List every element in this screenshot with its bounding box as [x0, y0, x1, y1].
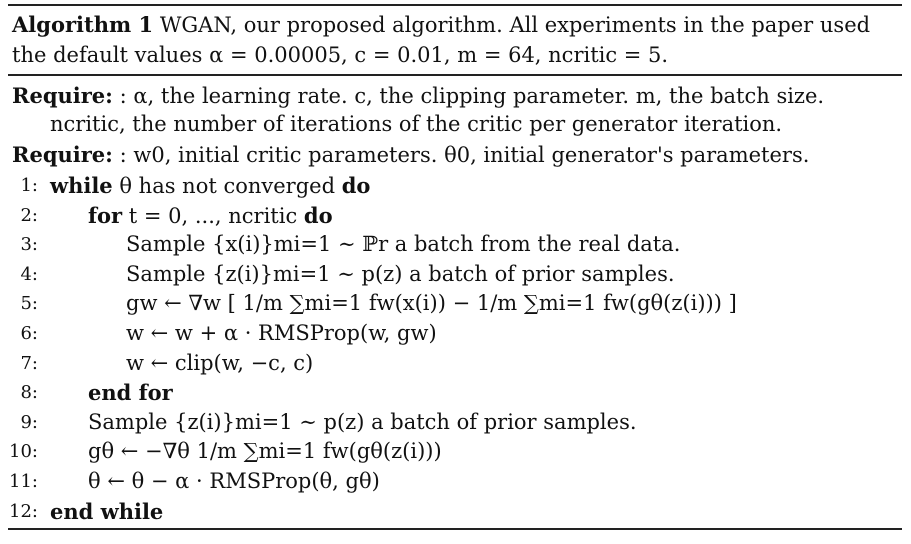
line-code [50, 497, 163, 527]
line-keyword: for [88, 202, 123, 228]
line-number: 1: [20, 175, 38, 196]
line-code [88, 378, 173, 408]
algorithm-line [0, 437, 900, 466]
line-number: 6: [20, 323, 38, 344]
line-number: 3: [20, 234, 38, 256]
line-text: Sample {z(i)}mi=1 ∼ p(z) a batch of prior samples. [126, 261, 675, 286]
line-code [88, 408, 637, 437]
line-keyword: do [303, 202, 333, 228]
algorithm-line [0, 260, 900, 289]
require-line-2 [12, 141, 809, 169]
caption-text-1: WGAN, our proposed algorithm. All experiments in the paper used [159, 13, 871, 37]
require-keyword: Require: [12, 83, 113, 108]
algorithm-line [0, 171, 900, 200]
line-keyword: end for [88, 380, 173, 406]
line-code [126, 230, 680, 259]
algorithm-line [0, 467, 900, 496]
line-code [88, 467, 380, 496]
require-line-1-continuation: ncritic, the number of iterations of the critic per generator iteration. [50, 112, 783, 136]
line-code [126, 289, 737, 318]
line-text: w ← w + α · RMSProp(w, gw) [126, 321, 437, 345]
algorithm-line [0, 289, 900, 318]
line-keyword: while [50, 173, 113, 198]
line-text: θ ← θ − α · RMSProp(θ, gθ) [88, 469, 380, 493]
caption-label: Algorithm 1 [12, 12, 154, 37]
require-text: : α, the learning rate. c, the clipping parameter. m, the batch size. [119, 84, 825, 108]
require-text: : w0, initial critic parameters. θ0, initial generator's parameters. [119, 143, 810, 167]
algorithm-line [0, 201, 900, 230]
line-number: 10: [9, 441, 38, 463]
line-number: 11: [9, 471, 38, 492]
line-keyword: end while [50, 498, 164, 524]
top-rule [8, 4, 902, 6]
caption-rule [8, 74, 902, 76]
line-number: 9: [20, 411, 38, 433]
line-text: Sample {z(i)}mi=1 ∼ p(z) a batch of prior samples. [88, 409, 637, 434]
algorithm-line [0, 378, 900, 407]
require-line-1 [12, 82, 824, 110]
algorithm-line [0, 497, 900, 526]
line-code [126, 319, 437, 348]
require-keyword: Require: [12, 142, 113, 167]
algorithm-line [0, 319, 900, 348]
line-number: 8: [20, 382, 38, 404]
line-text: w ← clip(w, −c, c) [126, 350, 314, 375]
algorithm-line [0, 230, 900, 259]
line-number: 7: [20, 352, 38, 374]
line-number: 2: [20, 204, 38, 226]
line-code [126, 260, 675, 289]
algorithm-caption [12, 10, 900, 70]
line-code [126, 349, 313, 378]
line-code [88, 201, 333, 231]
line-code [88, 437, 442, 466]
line-number: 12: [9, 500, 38, 522]
line-number: 5: [20, 293, 38, 315]
algorithm-line [0, 408, 900, 437]
line-text: Sample {x(i)}mi=1 ∼ ℙr a batch from the real data. [126, 232, 681, 257]
line-text: gw ← ∇w [ 1/m ∑mi=1 fw(x(i)) − 1/m ∑mi=1 fw(gθ(z(i))) ] [126, 291, 737, 316]
line-keyword: do [341, 173, 371, 198]
line-text: θ has not converged [112, 174, 342, 198]
caption-text-2: the default values α = 0.00005, c = 0.01, m = 64, ncritic = 5. [12, 43, 669, 67]
line-code [50, 171, 370, 201]
bottom-rule [8, 528, 902, 530]
line-text: t = 0, ..., ncritic [122, 203, 304, 228]
line-text: gθ ← −∇θ 1/m ∑mi=1 fw(gθ(z(i))) [88, 439, 442, 464]
algorithm-line [0, 349, 900, 378]
line-number: 4: [20, 263, 38, 285]
